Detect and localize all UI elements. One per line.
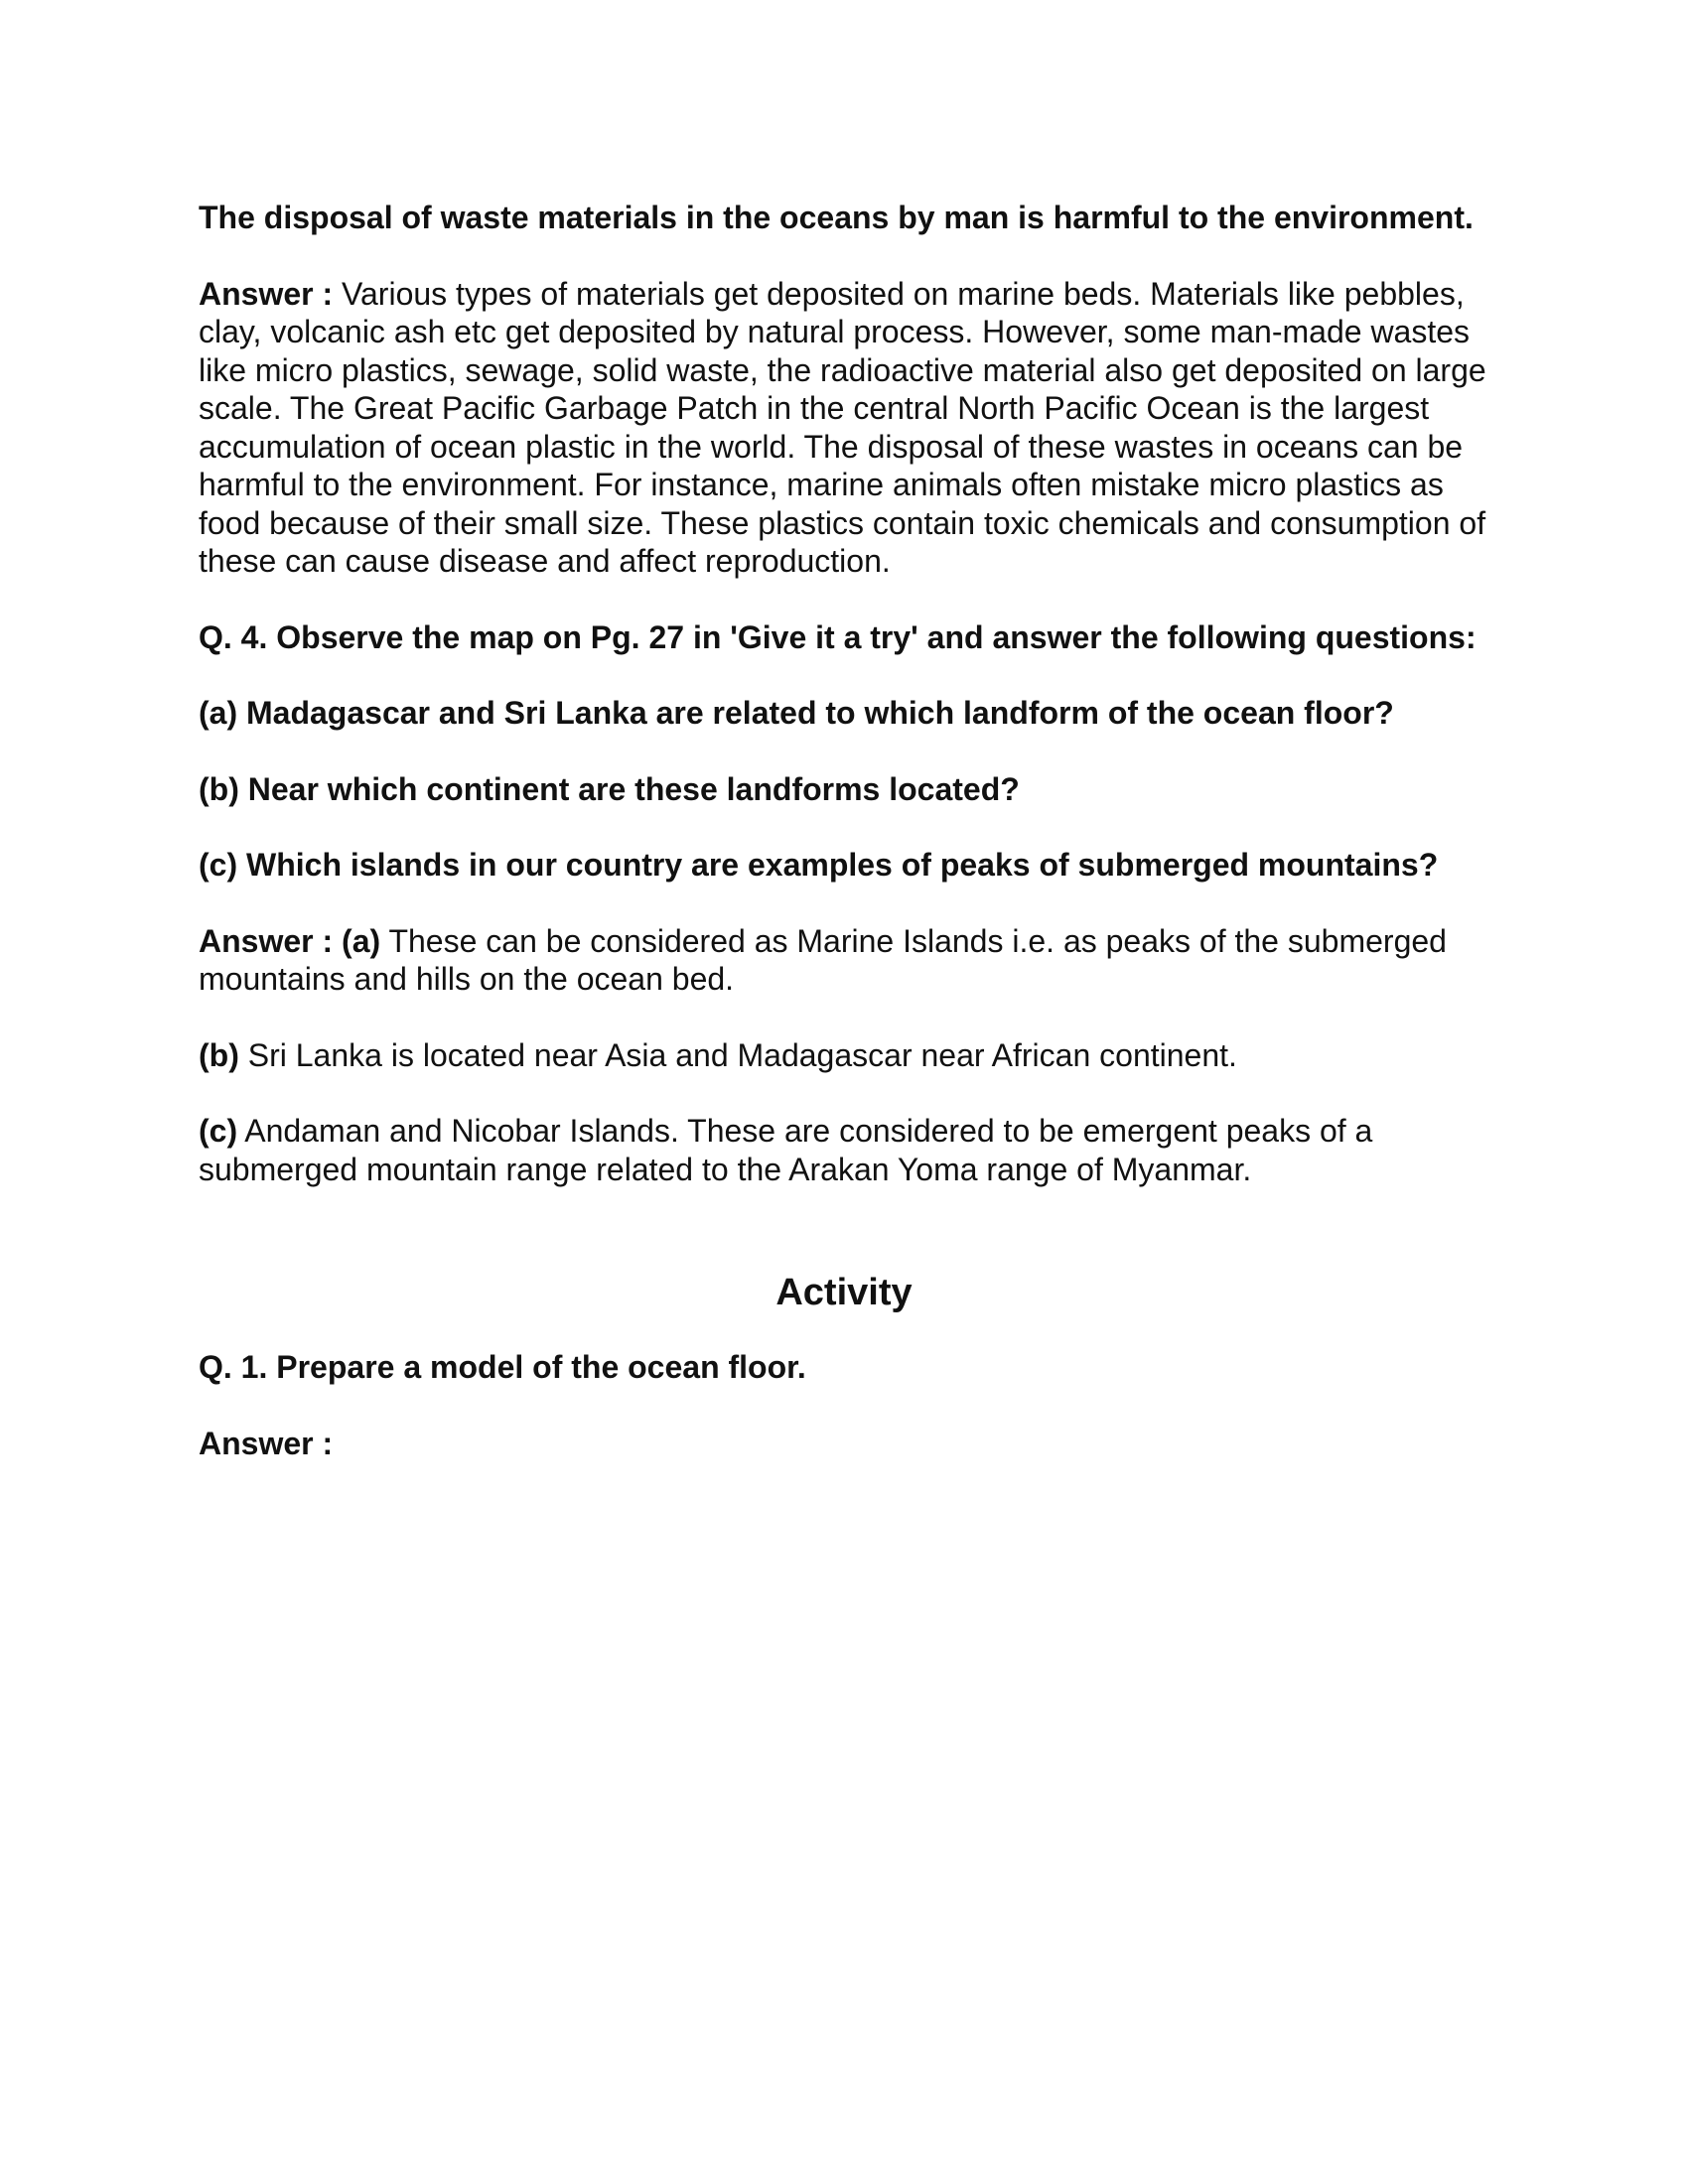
q4-question: Q. 4. Observe the map on Pg. 27 in 'Give it a try' and answer the following questions: — [199, 618, 1477, 655]
answer-c-label: (c) — [199, 1113, 238, 1149]
section-spacer — [199, 1226, 1489, 1271]
q3-answer-text: Various types of materials get deposited on marine beds. Materials like pebbles, clay, volcanic ash etc get deposited by natural process. However, some man-made wastes like micro plastics, sewage, solid waste, the radioactive material also get deposited on large scale. The Great Pacific Garbage Patch in the central North Pacific Ocean is the largest accumulation of ocean plastic in the world. The disposal of these wastes in oceans can be harmful to the environment. For instance, marine animals often mistake micro plastics as food because of their small size. These plastics contain toxic chemicals and consumption of these can cause disease and affect reproduction. — [199, 275, 1486, 579]
answer-a-label: (a) — [342, 922, 381, 959]
q3-statement: The disposal of waste materials in the oceans by man is harmful to the environment. — [199, 200, 1474, 235]
q4-answer-c — [199, 1112, 1489, 1188]
activity-answer-label: Answer : — [199, 1425, 334, 1461]
answer-c-text: Andaman and Nicobar Islands. These are considered to be emergent peaks of a submerged mountain range related to the Arakan Yoma range of Myanmar. — [199, 1113, 1373, 1187]
q4-part-a: (a) Madagascar and Sri Lanka are related to which landform of the ocean floor? — [199, 695, 1394, 731]
answer-b-text: Sri Lanka is located near Asia and Madagascar near African continent. — [247, 1036, 1237, 1073]
answer-b-label: (b) — [199, 1036, 239, 1073]
answer-a-text: These can be considered as Marine Islands i.e. as peaks of the submerged mountains and hills on the ocean bed. — [199, 922, 1447, 997]
q4-part-c: (c) Which islands in our country are examples of peaks of submerged mountains? — [199, 847, 1439, 883]
activity-heading: Activity — [775, 1272, 913, 1313]
q4-answer-a — [199, 922, 1489, 999]
answer-label: Answer : — [199, 922, 334, 959]
answer-label: Answer : — [199, 275, 334, 312]
q3-answer — [199, 275, 1489, 581]
document-page — [199, 199, 1489, 1500]
q4-part-b: (b) Near which continent are these landforms located? — [199, 770, 1020, 807]
q4-answer-b — [199, 1036, 1489, 1075]
activity-question: Q. 1. Prepare a model of the ocean floor. — [199, 1349, 806, 1385]
